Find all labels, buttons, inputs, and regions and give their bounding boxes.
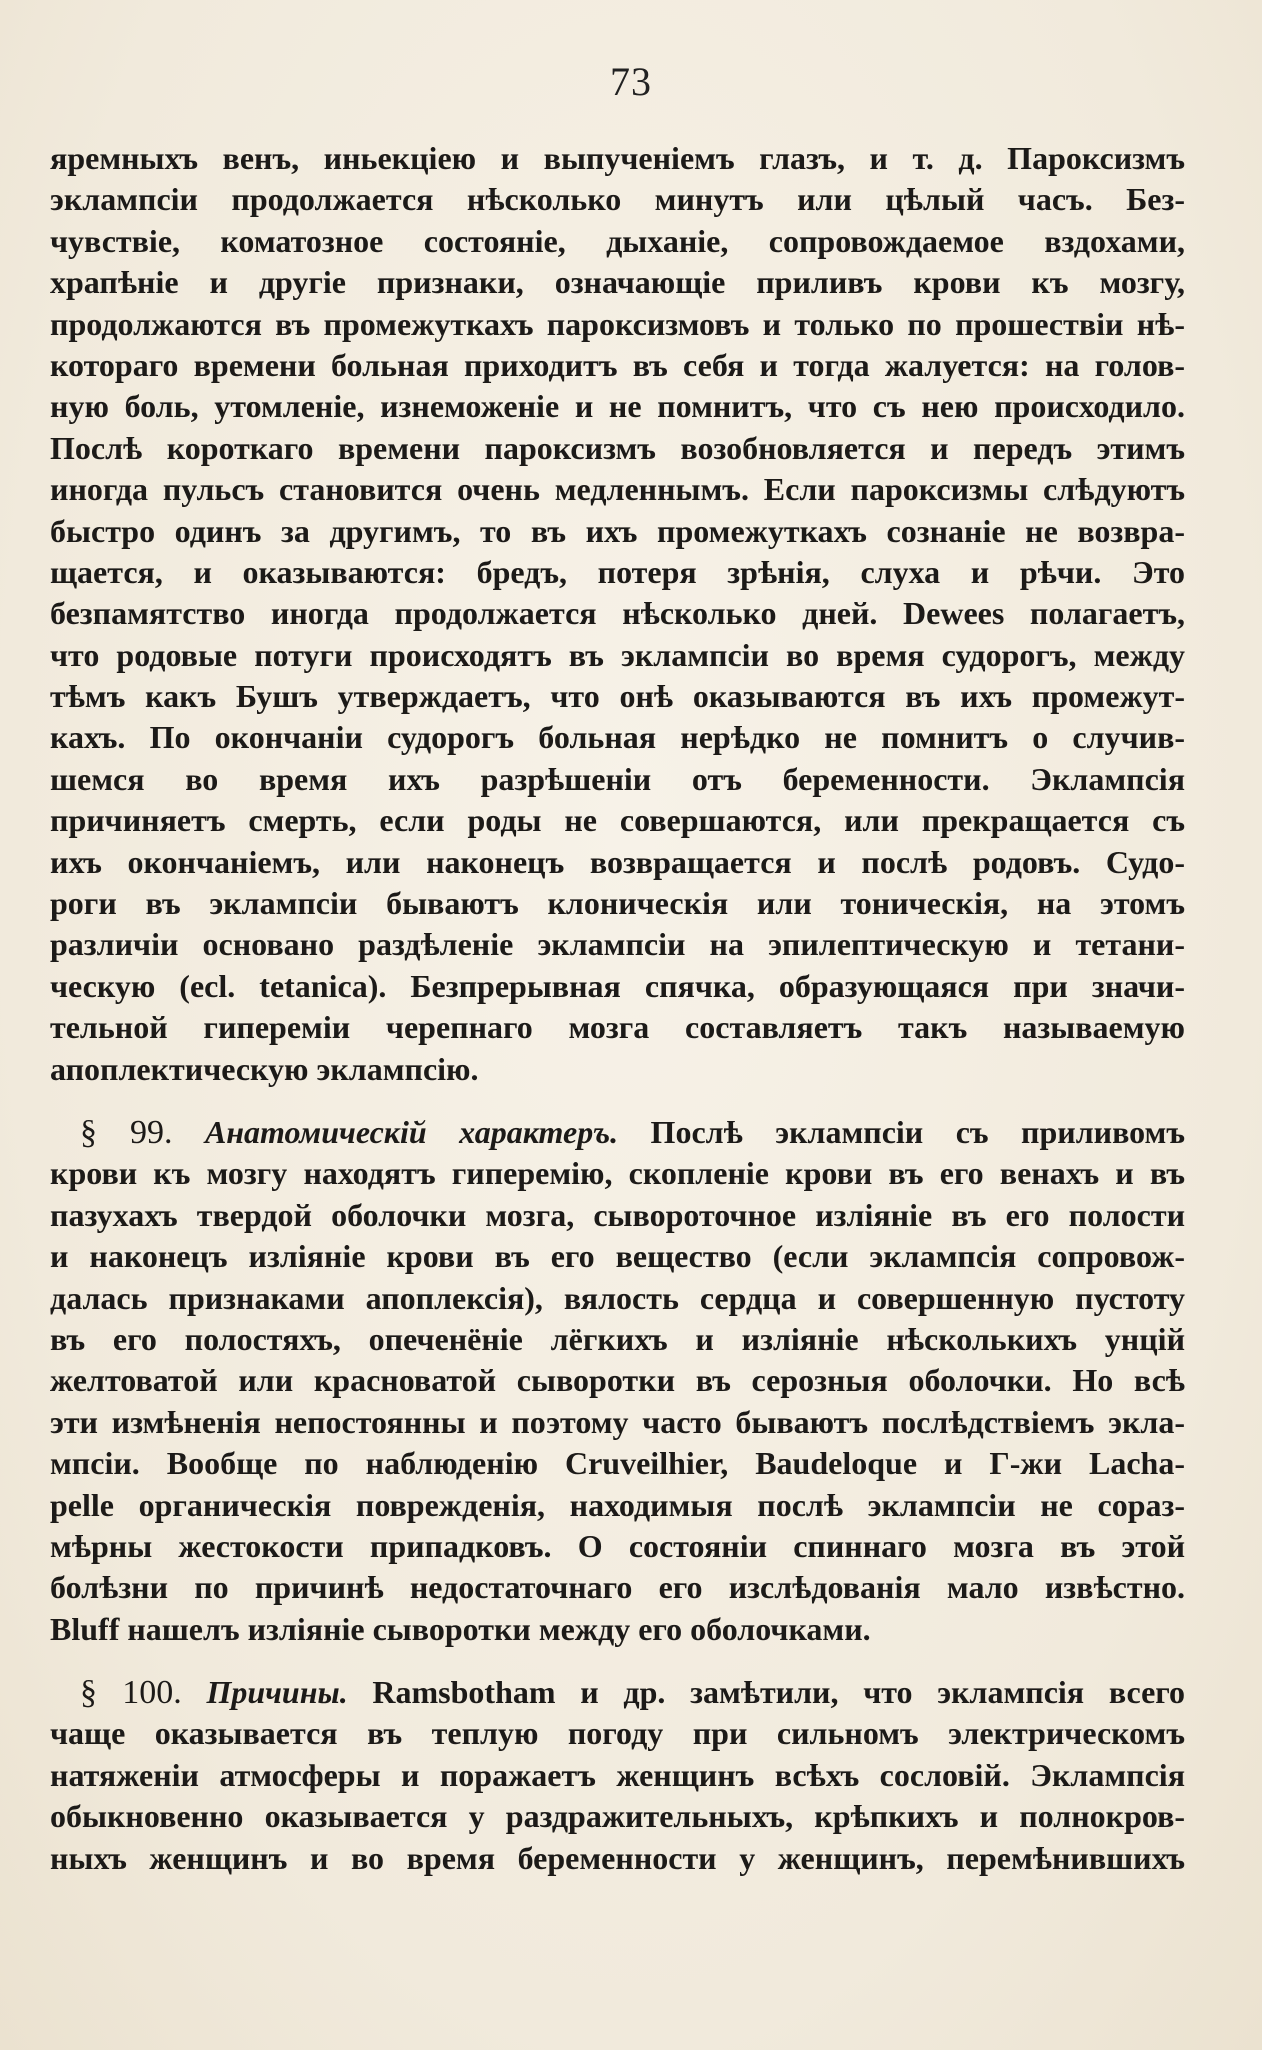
section-99-first-line (50, 1112, 1185, 1153)
text-line: pelle органическія поврежденія, находимыя послѣ эклампсіи не сораз- (50, 1486, 1185, 1523)
section-100-first-line (50, 1672, 1185, 1713)
text-line: эти измѣненія непостоянны и поэтому часто бываютъ послѣдствіемъ экла- (50, 1403, 1185, 1440)
text-line: далась признаками апоплексія), вялость сердца и совершенную пустоту (50, 1279, 1185, 1316)
text-line: пазухахъ твердой оболочки мозга, сывороточное изліяніе въ его полости (50, 1196, 1185, 1233)
page-body (50, 138, 1185, 1879)
text-line: котораго времени больная приходитъ въ себя и тогда жалуется: на голов- (50, 346, 1185, 383)
section-100-first-text: Ramsbotham и др. замѣтили, что эклампсія всего (372, 1674, 1185, 1711)
text-line: въ его полостяхъ, опеченёніе лёгкихъ и изліяніе нѣсколькихъ унцій (50, 1320, 1185, 1357)
text-line: и наконецъ изліяніе крови въ его вещество (если эклампсія сопровож- (50, 1238, 1185, 1275)
section-99-anatomical (50, 1112, 1185, 1650)
text-line: ихъ окончаніемъ, или наконецъ возвращается и послѣ родовъ. Судо- (50, 843, 1185, 880)
text-line: чувствіе, коматозное состояніе, дыханіе, сопровождаемое вздохами, (50, 222, 1185, 259)
text-line: быстро одинъ за другимъ, то въ ихъ промежуткахъ сознаніе не возвра- (50, 512, 1185, 549)
text-line: Послѣ короткаго времени пароксизмъ возобновляется и передъ этимъ (50, 429, 1185, 466)
text-line: роги въ эклампсіи бываютъ клоническія или тоническія, на этомъ (50, 885, 1185, 922)
text-line: что родовые потуги происходятъ въ эклампсіи во время судорогъ, между (50, 636, 1185, 673)
text-line: кахъ. По окончаніи судорогъ больная нерѣдко не помнитъ о случив- (50, 719, 1185, 756)
section-99-heading: Анатомическій характеръ. (204, 1113, 619, 1150)
text-line: натяженіи атмосферы и поражаетъ женщинъ всѣхъ сословій. Эклампсія (50, 1756, 1185, 1793)
text-line: болѣзни по причинѣ недостаточнаго его изслѣдованія мало извѣстно. (50, 1569, 1185, 1606)
text-line: мпсіи. Вообще по наблюденію Cruveilhier, Baudeloque и Г-жи Lacha- (50, 1445, 1185, 1482)
text-line: шемся во время ихъ разрѣшеніи отъ беременности. Эклампсія (50, 760, 1185, 797)
text-line: безпамятство иногда продолжается нѣсколько дней. Dewees полагаетъ, (50, 595, 1185, 632)
text-line: продолжаются въ промежуткахъ пароксизмовъ и только по прошествіи нѣ- (50, 305, 1185, 342)
text-line: желтоватой или красноватой сыворотки въ серозныя оболочки. Но всѣ (50, 1362, 1185, 1399)
text-line: ныхъ женщинъ и во время беременности у женщинъ, перемѣнившихъ (50, 1839, 1185, 1876)
text-line: храпѣніе и другіе признаки, означающіе приливъ крови къ мозгу, (50, 264, 1185, 301)
section-99-number: § 99. (80, 1113, 173, 1151)
text-line: причиняетъ смерть, если роды не совершаются, или прекращается съ (50, 802, 1185, 839)
section-100-number: § 100. (80, 1674, 182, 1712)
text-line: тѣмъ какъ Бушъ утверждаетъ, что онѣ оказываются въ ихъ промежут- (50, 678, 1185, 715)
text-line: Bluff нашелъ изліяніе сыворотки между его оболочками. (50, 1610, 871, 1647)
paragraph-eclampsia-symptoms (50, 138, 1185, 1090)
text-line: крови къ мозгу находятъ гиперемію, скопленіе крови въ его венахъ и въ (50, 1155, 1185, 1192)
text-line: различіи основано раздѣленіе эклампсіи на эпилептическую и тетани- (50, 926, 1185, 963)
text-line: яремныхъ венъ, иньекціею и выпученіемъ глазъ, и т. д. Пароксизмъ (50, 140, 1185, 176)
page-number: 73 (610, 59, 652, 104)
text-line: щается, и оказываются: бредъ, потеря зрѣнія, слуха и рѣчи. Это (50, 553, 1185, 590)
text-line: мѣрны жестокости припадковъ. О состояніи спиннаго мозга въ этой (50, 1527, 1185, 1564)
text-line: ческую (ecl. tetanica). Безпрерывная спячка, образующаяся при значи- (50, 967, 1185, 1004)
text-line: эклампсіи продолжается нѣсколько минутъ или цѣлый часъ. Без- (50, 181, 1185, 218)
section-100-causes (50, 1672, 1185, 1879)
section-99-first-text: Послѣ эклампсіи съ приливомъ (650, 1113, 1185, 1150)
text-line: обыкновенно оказывается у раздражительныхъ, крѣпкихъ и полнокров- (50, 1798, 1185, 1835)
text-line: ную боль, утомленіе, изнеможеніе и не помнитъ, что съ нею происходило. (50, 388, 1185, 425)
text-line: чаще оказывается въ теплую погоду при сильномъ электрическомъ (50, 1715, 1185, 1752)
text-line: иногда пульсъ становится очень медленнымъ. Если пароксизмы слѣдуютъ (50, 471, 1185, 508)
section-100-heading: Причины. (206, 1674, 348, 1711)
text-line: апоплектическую эклампсію. (50, 1050, 479, 1087)
text-line: тельной гипереміи черепнаго мозга составляетъ такъ называемую (50, 1009, 1185, 1046)
